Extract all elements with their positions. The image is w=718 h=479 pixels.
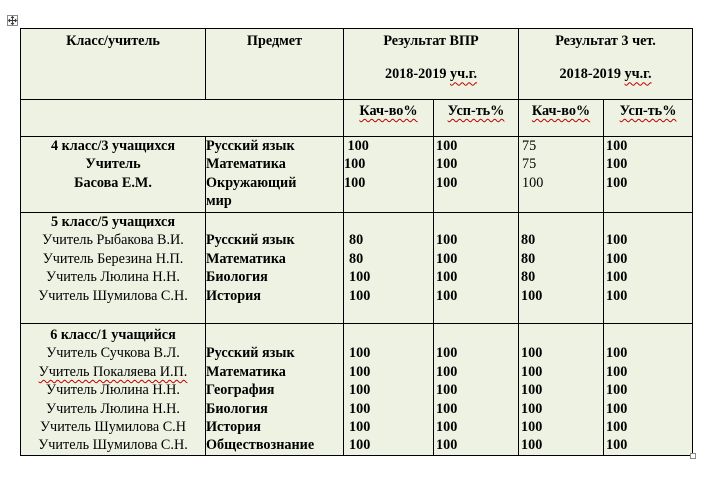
subheader-vpr-quality: Кач-во%: [344, 100, 434, 137]
vpr-success-cell-5: [434, 213, 519, 324]
value: 75: [522, 156, 537, 173]
teacher-name: Учитель Люлина Н.Н.: [46, 269, 180, 286]
value: 100: [606, 138, 628, 154]
value: 100: [606, 156, 628, 173]
q3-success-cell-6: [604, 324, 693, 456]
header-class-teacher: [21, 29, 206, 100]
group-row-6: [21, 324, 693, 456]
q3-quality-cell-4: [519, 137, 604, 213]
q3-quality-cell-6: [519, 324, 604, 456]
value: 80: [521, 250, 536, 267]
value: 100: [344, 138, 369, 154]
value: 80: [521, 232, 536, 249]
value: 80: [349, 232, 364, 249]
subheader-row: [21, 100, 693, 137]
header-class-teacher-label: Класс/учитель: [66, 33, 160, 49]
subject-name: Биология: [206, 269, 268, 286]
subject-name: Окружающий: [206, 174, 297, 191]
teacher-name: Учитель Березина Н.П.: [42, 250, 184, 267]
class-teacher-cell-4: [21, 137, 206, 213]
subjects-cell-5: [206, 213, 344, 324]
value: 100: [606, 382, 628, 399]
subject-name: Русский язык: [206, 345, 295, 362]
value: 100: [606, 363, 628, 380]
header-vpr-year: 2018-2019 уч.г.: [384, 66, 478, 83]
value: 100: [522, 174, 544, 191]
value: 100: [349, 400, 371, 417]
subject-name: Биология: [206, 400, 268, 417]
q3-success-cell-5: [604, 213, 693, 324]
value: 100: [349, 287, 371, 304]
subheader-q3-quality: Кач-во%: [519, 100, 604, 137]
value: 100: [521, 345, 543, 362]
value: 75: [522, 138, 537, 154]
subheader-blank: [21, 100, 344, 137]
subject-name: Математика: [206, 250, 286, 267]
value: 100: [349, 419, 371, 436]
value: 100: [606, 232, 628, 249]
teacher-name: Учитель Люлина Н.Н.: [46, 382, 180, 399]
subjects-cell-4: [206, 137, 344, 213]
subjects-cell-6: [206, 324, 344, 456]
value: 100: [606, 419, 628, 436]
teacher-name: Басова Е.М.: [74, 174, 152, 191]
value: 100: [521, 419, 543, 436]
subject-name: Русский язык: [206, 138, 295, 154]
value: 100: [436, 269, 458, 286]
value: 100: [349, 382, 371, 399]
class-label: 5 класс/5 учащихся: [50, 214, 176, 230]
value: 100: [606, 437, 628, 454]
results-table: [20, 28, 693, 456]
value: 100: [349, 437, 371, 454]
subject-name: мир: [206, 193, 232, 210]
teacher-name: Учитель Шумилова С.Н: [40, 419, 186, 436]
value: 100: [436, 232, 458, 249]
value: 100: [521, 382, 543, 399]
value: 100: [606, 345, 628, 362]
teacher-name: Учитель Сучкова В.Л.: [46, 345, 180, 362]
value: 100: [606, 269, 628, 286]
value: 100: [349, 363, 371, 380]
value: 100: [436, 363, 458, 380]
value: 100: [521, 400, 543, 417]
value: 100: [606, 174, 628, 191]
q3-success-cell-4: [604, 137, 693, 213]
value: 100: [436, 345, 458, 362]
value: 100: [521, 437, 543, 454]
value: 100: [606, 400, 628, 417]
value: 100: [436, 250, 458, 267]
class-teacher-cell-5: [21, 213, 206, 324]
vpr-quality-cell-6: [344, 324, 434, 456]
subject-name: История: [206, 287, 261, 304]
header-subject-label: Предмет: [246, 33, 303, 49]
move-arrows-icon: [8, 16, 17, 25]
value: 100: [436, 419, 458, 436]
value: 100: [436, 400, 458, 417]
subheader-q3-success: Усп-ть%: [604, 100, 693, 137]
value: 100: [349, 345, 371, 362]
header-q3: [519, 29, 693, 100]
value: 100: [436, 156, 458, 173]
teacher-name: Учитель Покаляева И.П.: [38, 363, 188, 380]
value: 100: [344, 156, 366, 173]
subject-name: Русский язык: [206, 232, 295, 249]
vpr-quality-cell-4: [344, 137, 434, 213]
group-row-4: [21, 137, 693, 213]
subject-name: Обществознание: [206, 437, 315, 454]
table-move-handle[interactable]: [7, 15, 18, 26]
class-label: 4 класс/3 учащихся: [50, 138, 176, 154]
teacher-name: Учитель Шумилова С.Н.: [38, 287, 188, 304]
value: 80: [349, 250, 364, 267]
header-vpr: [344, 29, 519, 100]
value: 100: [436, 138, 458, 154]
value: 100: [436, 437, 458, 454]
q3-quality-cell-5: [519, 213, 604, 324]
teacher-name: Учитель Рыбакова В.И.: [42, 232, 184, 249]
value: 80: [521, 269, 536, 286]
value: 100: [436, 382, 458, 399]
header-q3-title: Результат 3 чет.: [555, 33, 656, 49]
value: 100: [344, 174, 366, 191]
value: 100: [521, 287, 543, 304]
vpr-quality-cell-5: [344, 213, 434, 324]
class-label: 6 класс/1 учащийся: [50, 327, 176, 343]
subject-name: География: [206, 382, 275, 399]
teacher-name: Учитель: [85, 156, 141, 173]
subject-name: Математика: [206, 156, 286, 173]
header-vpr-title: Результат ВПР: [383, 33, 479, 49]
teacher-name: Учитель Шумилова С.Н.: [38, 437, 188, 454]
subject-name: Математика: [206, 363, 286, 380]
value: 100: [436, 174, 458, 191]
header-subject: [206, 29, 344, 100]
subject-name: История: [206, 419, 261, 436]
vpr-success-cell-6: [434, 324, 519, 456]
value: 100: [606, 287, 628, 304]
value: 100: [436, 287, 458, 304]
vpr-success-cell-4: [434, 137, 519, 213]
table-resize-handle[interactable]: [690, 453, 696, 459]
header-row: [21, 29, 693, 100]
subheader-vpr-success: Усп-ть%: [434, 100, 519, 137]
value: 100: [521, 363, 543, 380]
teacher-name: Учитель Люлина Н.Н.: [46, 400, 180, 417]
value: 100: [349, 269, 371, 286]
group-row-5: [21, 213, 693, 324]
value: 100: [606, 250, 628, 267]
header-q3-year: 2018-2019 уч.г.: [559, 66, 652, 83]
class-teacher-cell-6: [21, 324, 206, 456]
